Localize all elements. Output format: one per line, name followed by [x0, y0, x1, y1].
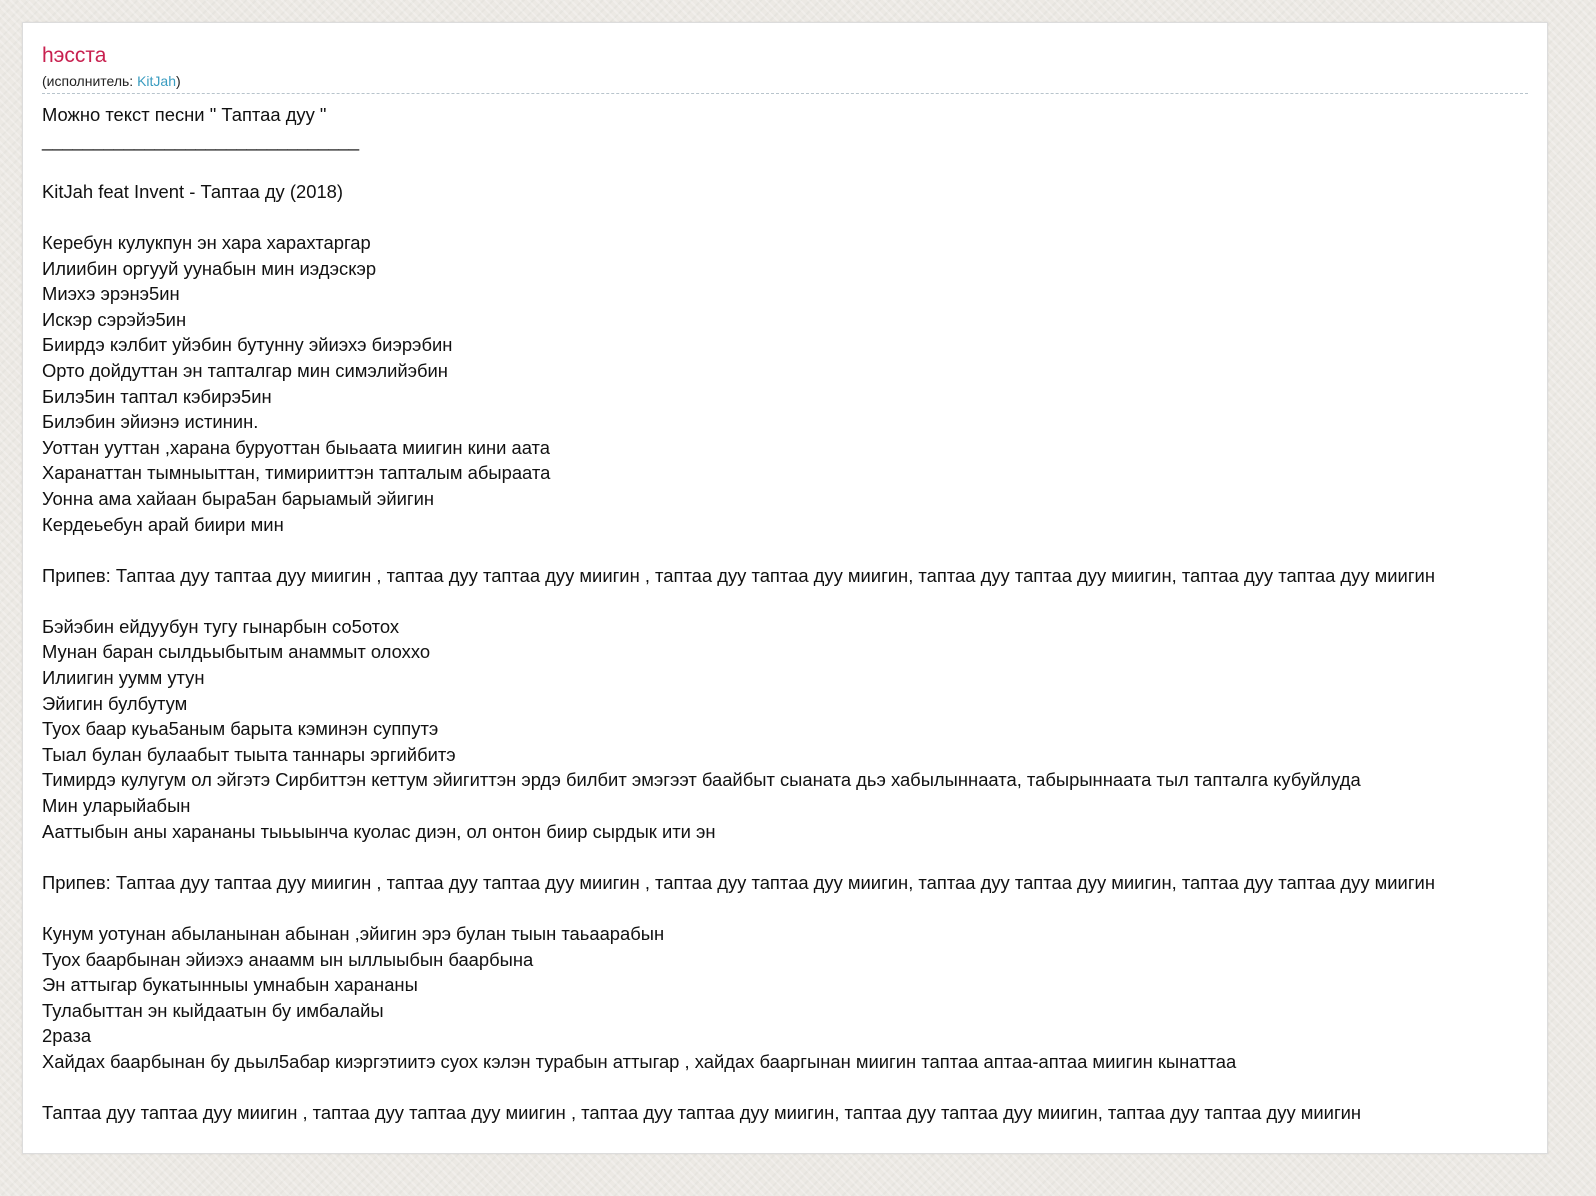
- lyrics-line: KitJah feat Invent - Таптаа ду (2018): [42, 180, 344, 202]
- lyrics-line: Припев: Таптаа дуу таптаа дуу миигин , таптаа дуу таптаа дуу миигин , таптаа дуу таптаа дуу миигин, таптаа дуу таптаа дуу миигин, таптаа дуу таптаа дуу миигин: [42, 871, 1435, 893]
- lyrics-line: Биирдэ кэлбит уйэбин бутунну эйиэхэ биэрэбин: [42, 334, 453, 356]
- artist-prefix: (исполнитель:: [42, 73, 138, 89]
- lyrics-line: Кердеьебун арай биири мин: [42, 513, 284, 535]
- lyrics-line: Хайдах баарбынан бу дьыл5абар киэргэтиитэ суох кэлэн турабын аттыгар , хайдах бааргынан миигин таптаа аптаа-аптаа миигин кынаттаа: [42, 1050, 1237, 1072]
- lyrics-line: Припев: Таптаа дуу таптаа дуу миигин , таптаа дуу таптаа дуу миигин , таптаа дуу таптаа дуу миигин, таптаа дуу таптаа дуу миигин, таптаа дуу таптаа дуу миигин: [42, 564, 1435, 586]
- lyrics-line: Искэр сэрэйэ5ин: [42, 308, 187, 330]
- lyrics-line: Можно текст песни " Таптаа дуу ": [42, 104, 327, 125]
- lyrics-line: Бэйэбин ейдуубун тугу гынарбын со5отох: [42, 615, 400, 637]
- lyrics-line: Билэбин эйиэнэ истинин.: [42, 411, 259, 433]
- lyrics-line: Кунум уотунан абыланынан абынан ,эйигин эрэ булан тыын таьаарабын: [42, 923, 665, 944]
- lyrics-line: Тимирдэ кулугум ол эйгэтэ Сирбиттэн кеттум эйигиттэн эрдэ билбит эмэгээт баайбыт сыаната дьэ хабылыннаата, табырыннаата тыл тапталга кубуйлуда: [42, 769, 1361, 791]
- lyrics-line: [42, 895, 1547, 921]
- artist-line: [42, 71, 1528, 91]
- lyrics-line: Тыал булан булаабыт тыыта таннары эргийбитэ: [42, 743, 456, 765]
- lyrics-line: Уонна ама хайаан быра5ан барыамый эйигин: [42, 487, 435, 509]
- lyrics-line: [42, 1075, 1547, 1101]
- lyrics-line: Мин уларыйабын: [42, 795, 191, 817]
- lyrics-line: Билэ5ин таптал кэбирэ5ин: [42, 385, 272, 407]
- lyrics-line: Туох баар куьа5аным барыта кэминэн суппутэ: [42, 718, 439, 740]
- lyrics-text: [42, 102, 1547, 1126]
- lyrics-line: [42, 204, 1547, 230]
- song-title: hэсста: [42, 44, 107, 67]
- lyrics-line: Харанаттан тымныыттан, тимирииттэн тапталым абыраата: [42, 462, 551, 484]
- lyrics-line: 2раза: [42, 1025, 92, 1047]
- lyrics-line: [42, 537, 1547, 563]
- lyrics-line: Туох баарбынан эйиэхэ анаамм ын ыллыыбын баарбына: [42, 948, 534, 970]
- lyrics-card: [22, 22, 1548, 1154]
- lyrics-line: Миэхэ эрэнэ5ин: [42, 283, 180, 305]
- lyrics-line: Уоттан ууттан ,харана буруоттан быьаата миигин кини аата: [42, 436, 551, 458]
- lyrics-line: Эйигин булбутум: [42, 692, 188, 714]
- lyrics-line: Эн аттыгар букатынныы умнабын харананы: [42, 974, 418, 996]
- artist-suffix: ): [176, 73, 181, 89]
- song-header: [42, 41, 1528, 94]
- lyrics-line: Орто дойдуттан эн тапталгар мин симэлийэбин: [42, 359, 448, 381]
- lyrics-line: [42, 153, 1547, 179]
- lyrics-line: Керебун кулукпун эн хара харахтаргар: [42, 231, 371, 253]
- lyrics-line: Тулабыттан эн кыйдаатын бу имбалайы: [42, 999, 384, 1021]
- lyrics-line: _______________________________: [42, 129, 360, 151]
- lyrics-line: [42, 588, 1547, 614]
- artist-link[interactable]: KitJah: [137, 73, 177, 89]
- lyrics-line: [42, 844, 1547, 870]
- lyrics-line: Илиигин уумм утун: [42, 667, 205, 689]
- lyrics-line: Ааттыбын аны харананы тыьыынча куолас диэн, ол онтон биир сырдык ити эн: [42, 820, 716, 842]
- lyrics-line: Таптаа дуу таптаа дуу миигин , таптаа дуу таптаа дуу миигин , таптаа дуу таптаа дуу миигин, таптаа дуу таптаа дуу миигин, таптаа дуу таптаа дуу миигин: [42, 1102, 1362, 1124]
- lyrics-line: Мунан баран сылдьыбытым анаммыт олоххо: [42, 641, 431, 663]
- lyrics-line: Илиибин оргууй уунабын мин иэдэскэр: [42, 257, 377, 279]
